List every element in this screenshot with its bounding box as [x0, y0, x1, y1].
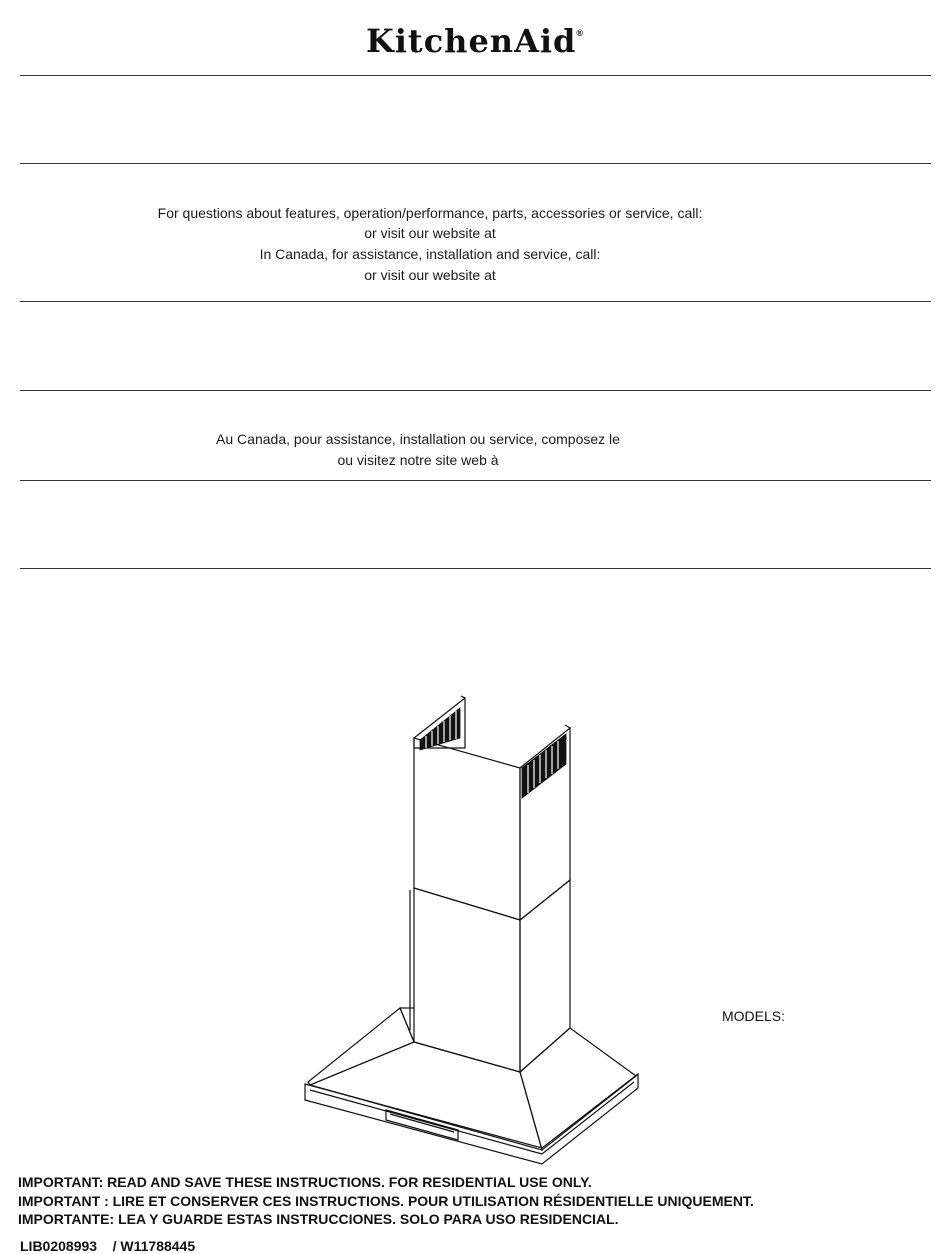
canopy-left-edge [308, 1008, 414, 1085]
contact-english [0, 205, 860, 287]
contact-line: In Canada, for assistance, installation and service, call: [259, 246, 601, 262]
models-label: MODELS: [722, 1008, 786, 1024]
brand-name: KitchenAid [365, 22, 577, 60]
divider [20, 75, 931, 76]
notice-english: IMPORTANT: READ AND SAVE THESE INSTRUCTIONS. FOR RESIDENTIAL USE ONLY. [18, 1174, 592, 1190]
hood-base-plate [305, 1074, 638, 1164]
divider [20, 301, 931, 302]
notice-french: IMPORTANT : LIRE ET CONSERVER CES INSTRUCTIONS. POUR UTILISATION RÉSIDENTIELLE UNIQUEMENT. [18, 1193, 754, 1209]
part-number: LIB0208993 / W11788445 [20, 1238, 196, 1254]
canopy-front [310, 1042, 542, 1150]
lower-chimney-front [414, 888, 520, 1072]
contact-line: or visit our website at [364, 267, 496, 283]
contact-line: or visit our website at [364, 225, 496, 241]
range-hood-illustration [290, 690, 650, 1170]
contact-line: For questions about features, operation/performance, parts, accessories or service, call: [157, 205, 703, 221]
divider [20, 390, 931, 391]
lower-chimney-side [520, 880, 570, 1072]
divider [20, 480, 931, 481]
brand-logo [0, 22, 950, 60]
divider [20, 568, 931, 569]
contact-line: ou visitez notre site web à [337, 452, 499, 468]
registered-mark: ® [576, 28, 585, 38]
contact-line: Au Canada, pour assistance, installation ou service, composez le [216, 431, 620, 447]
contact-french [0, 431, 836, 472]
divider [20, 163, 931, 164]
notice-spanish: IMPORTANTE: LEA Y GUARDE ESTAS INSTRUCCIONES. SOLO PARA USO RESIDENCIAL. [18, 1211, 619, 1227]
